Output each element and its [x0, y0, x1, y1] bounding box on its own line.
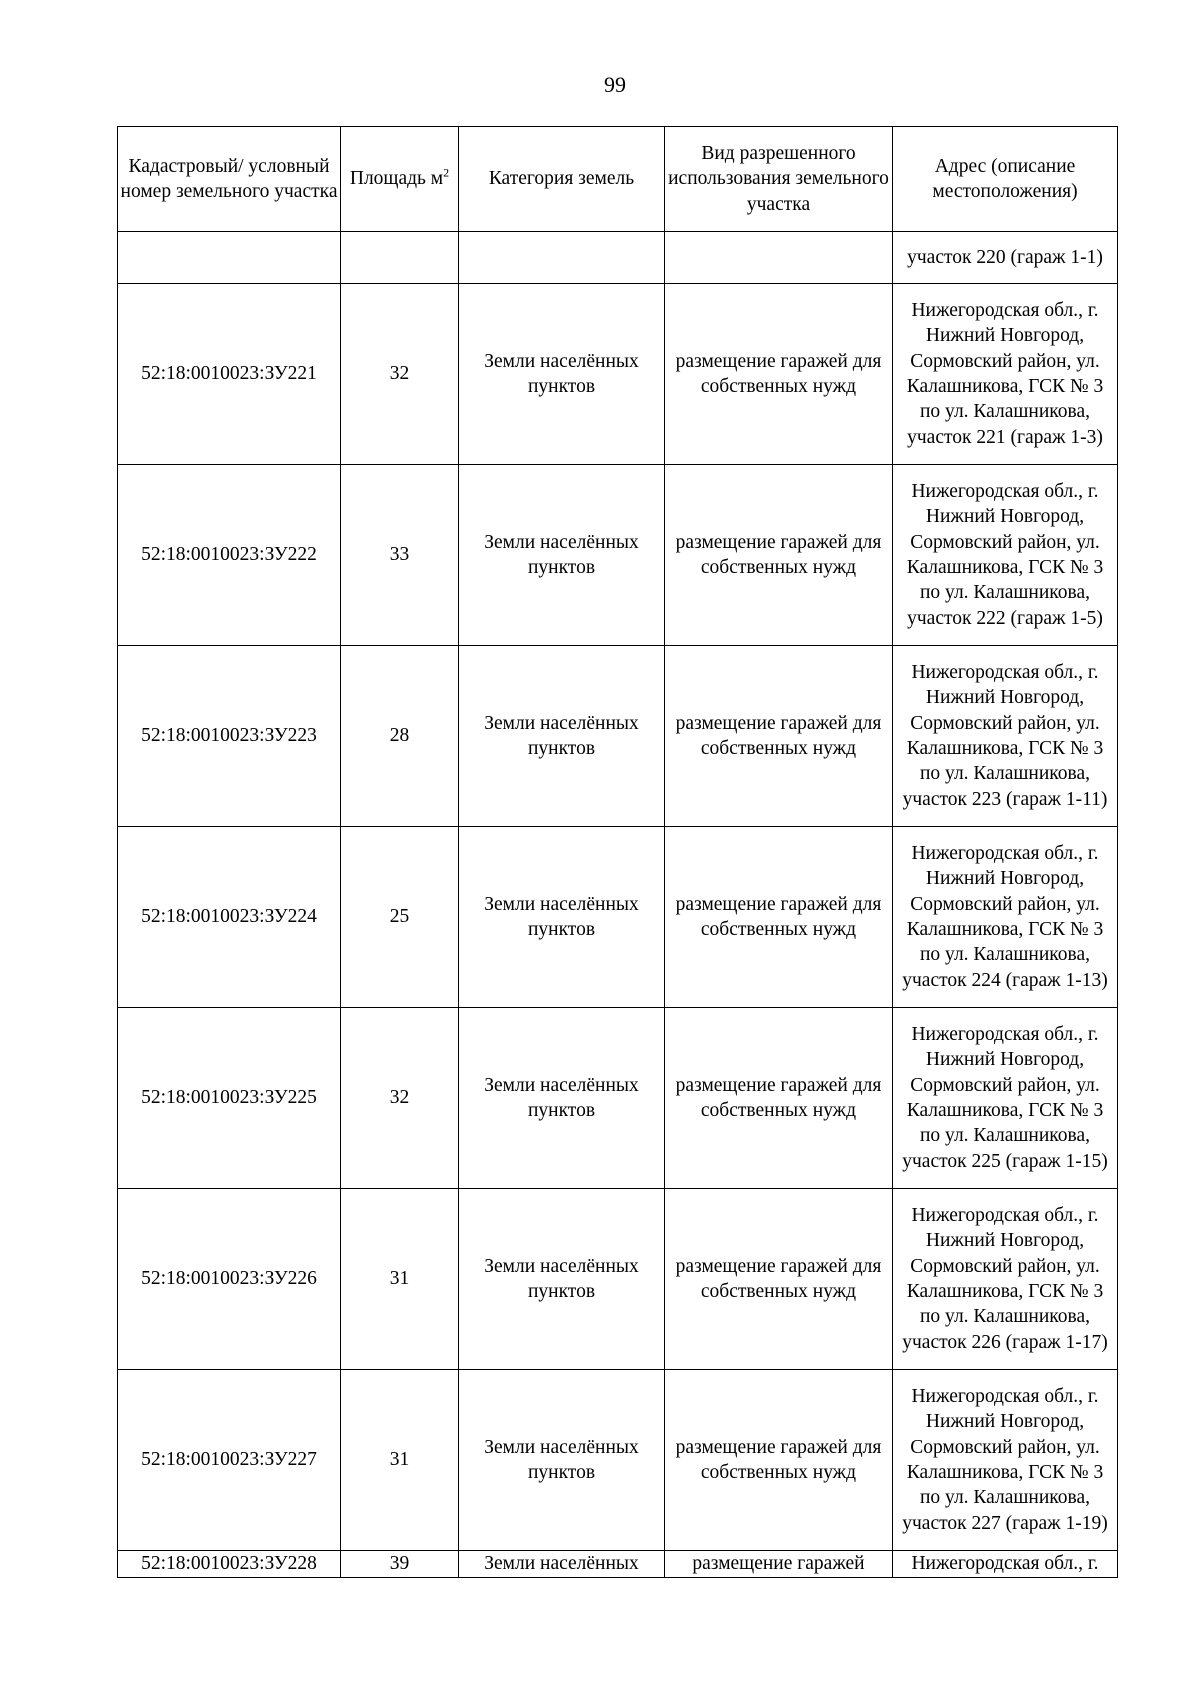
- table-row: [118, 284, 1118, 465]
- cell-address: Нижегородская обл., г. Нижний Новгород, Сормовский район, ул. Калашникова, ГСК № 3 по ул. Калашникова, участок 226 (гараж 1-17): [893, 1189, 1118, 1370]
- cell-category: Земли населённых пунктов: [459, 1370, 665, 1551]
- continuation-row: [118, 232, 1118, 284]
- cell-address: Нижегородская обл., г. Нижний Новгород, Сормовский район, ул. Калашникова, ГСК № 3 по ул. Калашникова, участок 221 (гараж 1-3): [893, 284, 1118, 465]
- cell-cadastral: 52:18:0010023:ЗУ226: [118, 1189, 341, 1370]
- table-row: [118, 827, 1118, 1008]
- header-area-superscript: 2: [443, 165, 450, 180]
- cell-area: 31: [341, 1189, 459, 1370]
- cell-use: размещение гаражей для собственных нужд: [665, 1189, 893, 1370]
- cell-category: Земли населённых: [459, 1551, 665, 1578]
- cell-address: Нижегородская обл., г. Нижний Новгород, Сормовский район, ул. Калашникова, ГСК № 3 по ул. Калашникова, участок 227 (гараж 1-19): [893, 1370, 1118, 1551]
- cell-category: Земли населённых пунктов: [459, 646, 665, 827]
- table-row: [118, 1008, 1118, 1189]
- cell-address: Нижегородская обл., г. Нижний Новгород, Сормовский район, ул. Калашникова, ГСК № 3 по ул. Калашникова, участок 222 (гараж 1-5): [893, 465, 1118, 646]
- cell-area: 32: [341, 284, 459, 465]
- table-header-row: [118, 127, 1118, 232]
- header-category: Категория земель: [459, 127, 665, 232]
- cell-category: Земли населённых пунктов: [459, 827, 665, 1008]
- table-row: [118, 465, 1118, 646]
- cell-address: Нижегородская обл., г. Нижний Новгород, Сормовский район, ул. Калашникова, ГСК № 3 по ул. Калашникова, участок 223 (гараж 1-11): [893, 646, 1118, 827]
- cell-cadastral: 52:18:0010023:ЗУ222: [118, 465, 341, 646]
- continuation-cadastral: [118, 232, 341, 284]
- cell-category: Земли населённых пунктов: [459, 1189, 665, 1370]
- continuation-area: [341, 232, 459, 284]
- cell-address: Нижегородская обл., г. Нижний Новгород, Сормовский район, ул. Калашникова, ГСК № 3 по ул. Калашникова, участок 225 (гараж 1-15): [893, 1008, 1118, 1189]
- continuation-use: [665, 232, 893, 284]
- land-plots-table: [117, 126, 1118, 1578]
- cell-use: размещение гаражей для собственных нужд: [665, 1370, 893, 1551]
- cell-use: размещение гаражей для собственных нужд: [665, 465, 893, 646]
- header-area: [341, 127, 459, 232]
- cell-cadastral: 52:18:0010023:ЗУ225: [118, 1008, 341, 1189]
- cell-address: Нижегородская обл., г.: [893, 1551, 1118, 1578]
- cell-use: размещение гаражей для собственных нужд: [665, 1008, 893, 1189]
- cell-use: размещение гаражей для собственных нужд: [665, 284, 893, 465]
- cell-address: Нижегородская обл., г. Нижний Новгород, Сормовский район, ул. Калашникова, ГСК № 3 по ул. Калашникова, участок 224 (гараж 1-13): [893, 827, 1118, 1008]
- cell-cadastral: 52:18:0010023:ЗУ223: [118, 646, 341, 827]
- cell-cadastral: 52:18:0010023:ЗУ227: [118, 1370, 341, 1551]
- table-row-partial: [118, 1551, 1118, 1578]
- continuation-category: [459, 232, 665, 284]
- header-address: Адрес (описание местоположения): [893, 127, 1118, 232]
- cell-category: Земли населённых пунктов: [459, 465, 665, 646]
- table-row: [118, 646, 1118, 827]
- table-row: [118, 1189, 1118, 1370]
- cell-use: размещение гаражей для собственных нужд: [665, 646, 893, 827]
- cell-use: размещение гаражей: [665, 1551, 893, 1578]
- continuation-address: участок 220 (гараж 1-1): [893, 232, 1118, 284]
- cell-cadastral: 52:18:0010023:ЗУ221: [118, 284, 341, 465]
- cell-area: 25: [341, 827, 459, 1008]
- cell-area: 28: [341, 646, 459, 827]
- header-area-label: Площадь м: [349, 168, 444, 190]
- cell-cadastral: 52:18:0010023:ЗУ228: [118, 1551, 341, 1578]
- cell-use: размещение гаражей для собственных нужд: [665, 827, 893, 1008]
- page-number: 99: [604, 72, 626, 97]
- cell-area: 33: [341, 465, 459, 646]
- cell-area: 39: [341, 1551, 459, 1578]
- cell-category: Земли населённых пунктов: [459, 284, 665, 465]
- header-use: Вид разрешенного использования земельного участка: [665, 127, 893, 232]
- cell-area: 31: [341, 1370, 459, 1551]
- cell-area: 32: [341, 1008, 459, 1189]
- cell-category: Земли населённых пунктов: [459, 1008, 665, 1189]
- header-cadastral: Кадастровый/ условный номер земельного участка: [118, 127, 341, 232]
- cell-cadastral: 52:18:0010023:ЗУ224: [118, 827, 341, 1008]
- table-row: [118, 1370, 1118, 1551]
